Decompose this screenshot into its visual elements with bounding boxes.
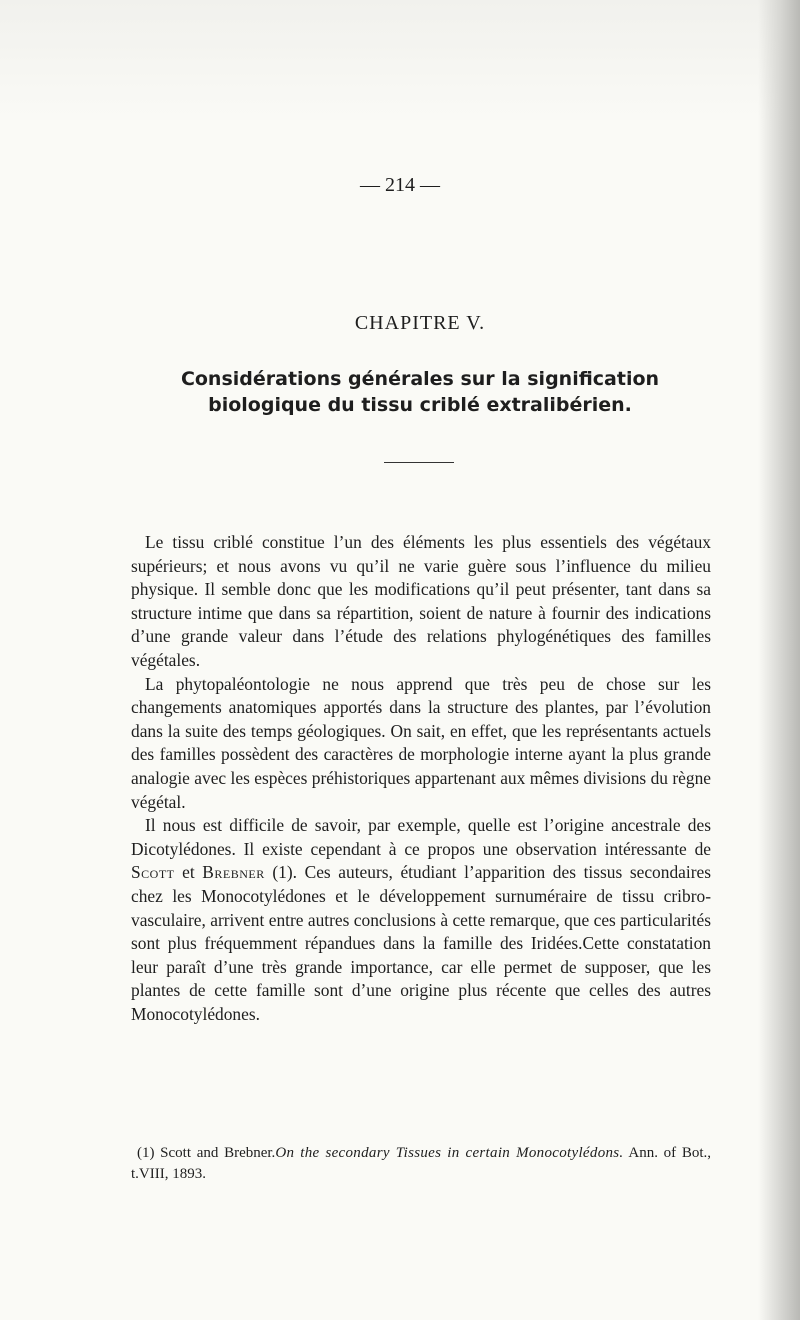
conjunction-et: et [182, 862, 195, 883]
footnote-title: On the secondary Tissues in certain Monocotylédons. [275, 1145, 624, 1161]
page-top-shading [0, 0, 800, 120]
chapter-title-line-1: Considérations générales sur la signification [180, 368, 660, 390]
footnote-source: Ann. of Bot., t.VIII, 1893. [131, 1145, 711, 1182]
footnote [131, 1143, 711, 1185]
chapter-heading: CHAPITRE V. [354, 312, 486, 334]
paragraph-3-intro: Il nous est difficile de savoir, par exemple, quelle est l’origine ancestrale des Dicotylédones. Il existe cependant à ce propos une observation intéressante de [131, 815, 711, 859]
title-divider [384, 462, 454, 463]
paragraph-3 [131, 814, 711, 1026]
footnote-prefix: (1) Scott and Brebner. [137, 1145, 276, 1161]
paragraph-2: La phytopaléontologie ne nous apprend que très peu de chose sur les changements anatomiques apportés dans la structure des plantes, par l’évolution dans la suite des temps géologiques. On sait, en effet, que les représentants actuels des familles possèdent des caractères de morphologie interne ayant la plus grande analogie avec les espèces préhistoriques appartenant aux mêmes divisions du règne végétal. [131, 673, 711, 812]
paragraph-3-rest: Ces auteurs, étudiant l’apparition des tissus secondaires chez les Monocotylédones et le développement surnuméraire de tissu cribro-vasculaire, arrivent entre autres conclusions à cette remarque, que ces particularités sont plus fréquemment répandues dans la famille des Iridées.Cette constatation leur paraît d’une très grande importance, car elle permet de supposer, que les plantes de cette famille sont d’une origine plus récente que celles des autres Monocotylédones. [131, 862, 711, 1024]
chapter-title-line-2: biologique du tissu criblé extralibérien. [208, 394, 632, 416]
page-edge-shadow [758, 0, 800, 1320]
author-scott: Scott [131, 862, 175, 883]
footnote-reference: (1). [272, 862, 297, 883]
body-text [131, 531, 711, 1026]
author-brebner: Brebner [202, 862, 265, 883]
paragraph-1: Le tissu criblé constitue l’un des éléments les plus essentiels des végétaux supérieurs; et nous avons vu qu’il ne varie guère sous l’influence du milieu physique. Il semble donc que les modifications qu’il peut présenter, tant dans sa structure intime que dans sa répartition, soient de nature à fournir des indications d’une grande valeur dans l’étude des relations phylogénétiques des familles végétales. [131, 532, 711, 670]
chapter-title [130, 366, 710, 418]
page-number: — 214 — [360, 174, 440, 196]
